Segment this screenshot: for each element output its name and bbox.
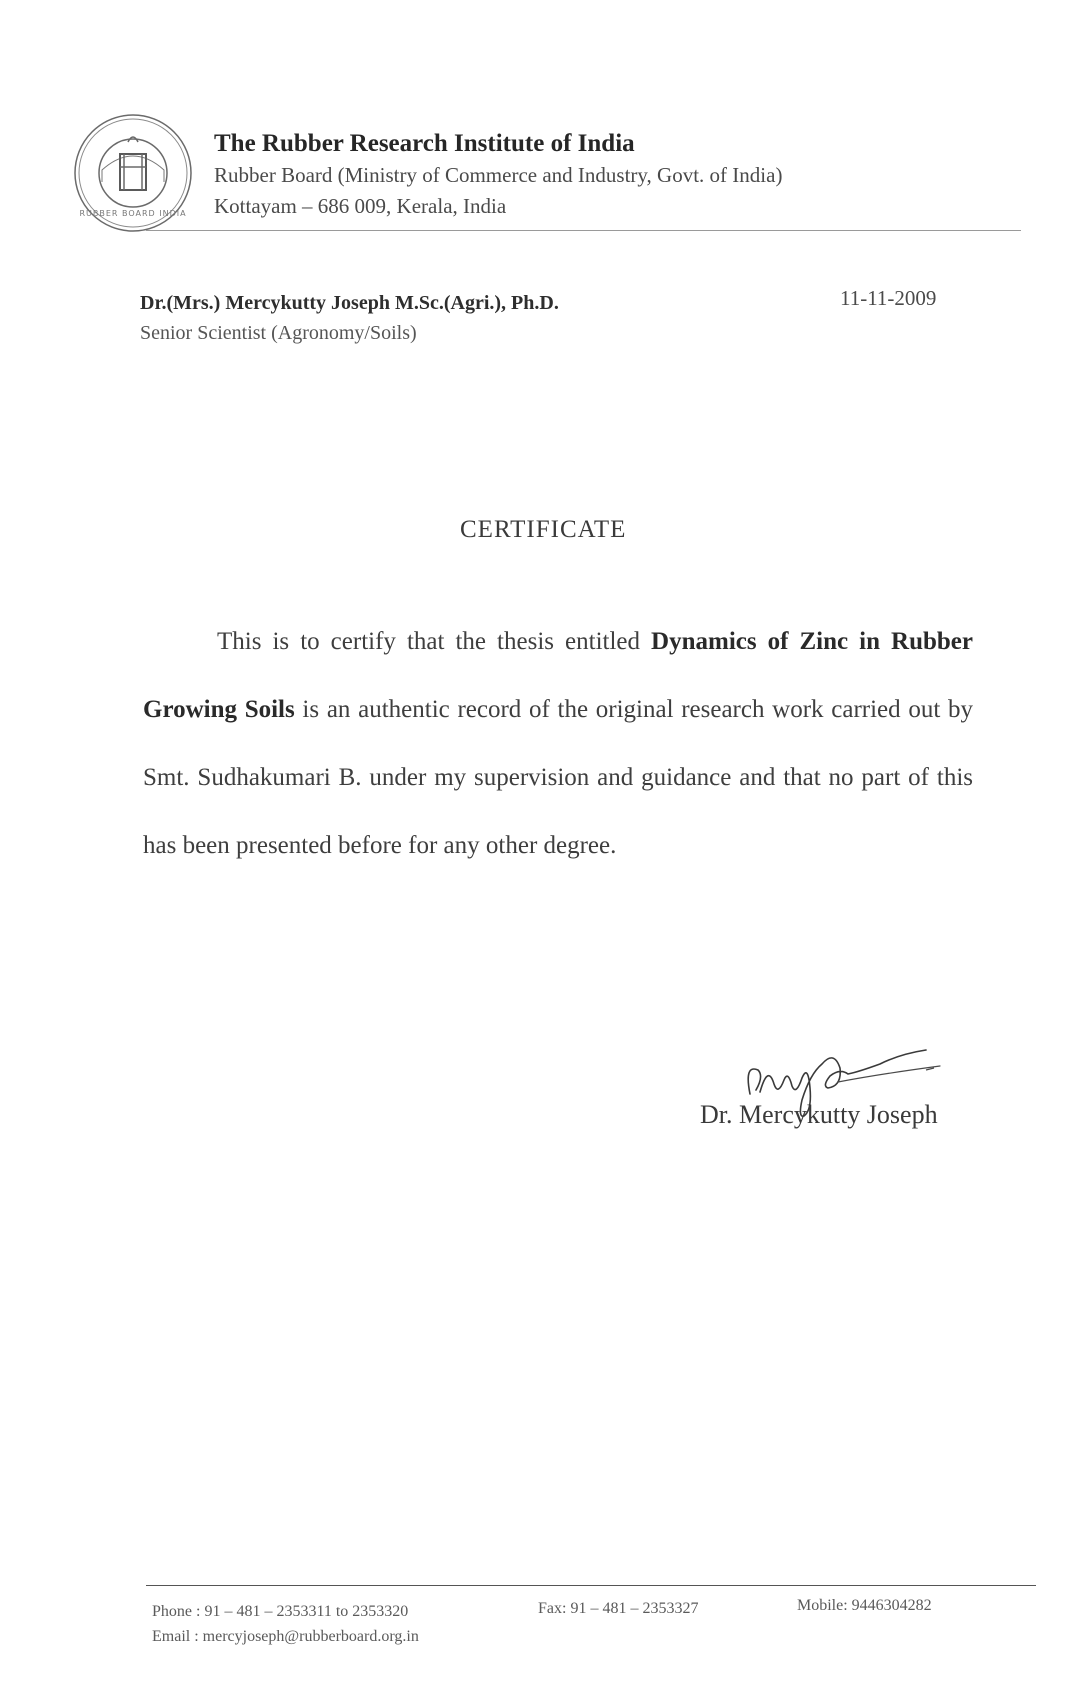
footer-divider [146,1585,1036,1586]
certificate-body [143,608,973,880]
footer-phone: Phone : 91 – 481 – 2353311 to 2353320 [152,1603,409,1620]
certificate-statement: is an authentic record of the original research work carried out by Smt. Sudhakumari B. under my supervision and guidance and that no part of this has been presented before for any other degree. [143,696,973,859]
certificate-intro: This is to certify that the thesis entitled [217,628,652,655]
letter-date: 11-11-2009 [840,286,937,310]
footer-fax: Fax: 91 – 481 – 2353327 [538,1600,699,1617]
seal-text: RUBBER BOARD INDIA [79,209,187,218]
certificate-title: CERTIFICATE [460,516,627,543]
sender-name: Dr.(Mrs.) Mercykutty Joseph M.Sc.(Agri.), Ph.D. [140,292,559,314]
letterhead-divider [146,230,1021,231]
sender-designation: Senior Scientist (Agronomy/Soils) [140,322,417,344]
footer-mobile: Mobile: 9446304282 [797,1597,932,1614]
footer-email: Email : mercyjoseph@rubberboard.org.in [152,1628,419,1645]
thesis-title: Dynamics of Zinc in Rubber Growing Soils [143,628,973,723]
institute-affiliation: Rubber Board (Ministry of Commerce and Industry, Govt. of India) [214,163,783,187]
signatory-name: Dr. Mercykutty Joseph [700,1100,938,1129]
institute-address: Kottayam – 686 009, Kerala, India [214,194,507,218]
rubber-board-seal-logo [72,112,194,234]
institute-name: The Rubber Research Institute of India [214,130,635,157]
